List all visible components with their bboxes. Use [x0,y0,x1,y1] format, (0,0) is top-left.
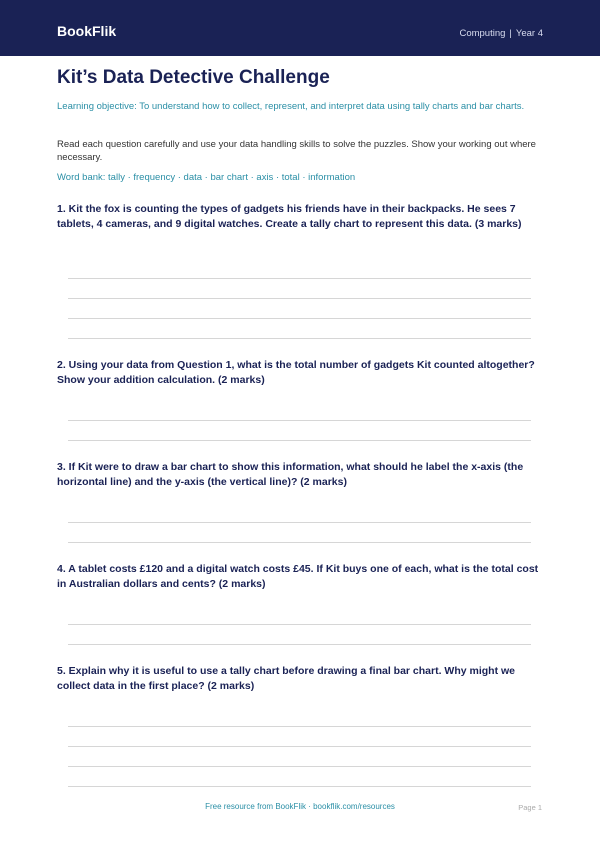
answer-line[interactable] [68,726,531,727]
subject-year-label [459,28,543,39]
subject-label: Computing [459,28,506,39]
answer-line[interactable] [68,746,531,747]
brand-logo: BookFlik [57,23,117,39]
answer-line[interactable] [68,522,531,523]
page-number: Page 1 [518,803,542,812]
question-1: 1. Kit the fox is counting the types of gadgets his friends have in their backpacks. He sees 7 tablets, 4 cameras, and 9 digital watches. Create a tally chart to represent this data. (3 marks) [57,203,522,230]
answer-line[interactable] [68,542,531,543]
answer-line[interactable] [68,420,531,421]
answer-line[interactable] [68,786,531,787]
question-4: 4. A tablet costs £120 and a digital watch costs £45. If Kit buys one of each, what is the total cost in Australian dollars and cents? (2 marks) [57,563,539,590]
answer-line[interactable] [68,644,531,645]
answer-line[interactable] [68,440,531,441]
answer-line[interactable] [68,318,531,319]
question-2: 2. Using your data from Question 1, what is the total number of gadgets Kit counted altogether? Show your addition calculation. (2 marks) [57,359,535,386]
footer-link[interactable]: Free resource from BookFlik · bookflik.com/resources [205,802,395,811]
worksheet-title: Kit’s Data Detective Challenge [57,67,330,88]
question-3: 3. If Kit were to draw a bar chart to show this information, what should he label the x-axis (the horizontal line) and the y-axis (the vertical line)? (2 marks) [57,461,524,488]
question-5: 5. Explain why it is useful to use a tally chart before drawing a final bar chart. Why might we collect data in the first place? (2 marks) [57,665,516,692]
header-bar [0,0,600,56]
word-bank: Word bank: tally · frequency · data · bar chart · axis · total · information [57,172,356,183]
answer-line[interactable] [68,624,531,625]
answer-line[interactable] [68,338,531,339]
subject-separator: | [509,28,512,39]
instructions: Read each question carefully and use your data handling skills to solve the puzzles. Show your working out where necessary. [57,139,536,163]
answer-line[interactable] [68,278,531,279]
answer-line[interactable] [68,766,531,767]
year-label: Year 4 [515,28,543,39]
answer-line[interactable] [68,298,531,299]
learning-objective: Learning objective: To understand how to collect, represent, and interpret data using tally charts and bar charts. [57,101,525,112]
